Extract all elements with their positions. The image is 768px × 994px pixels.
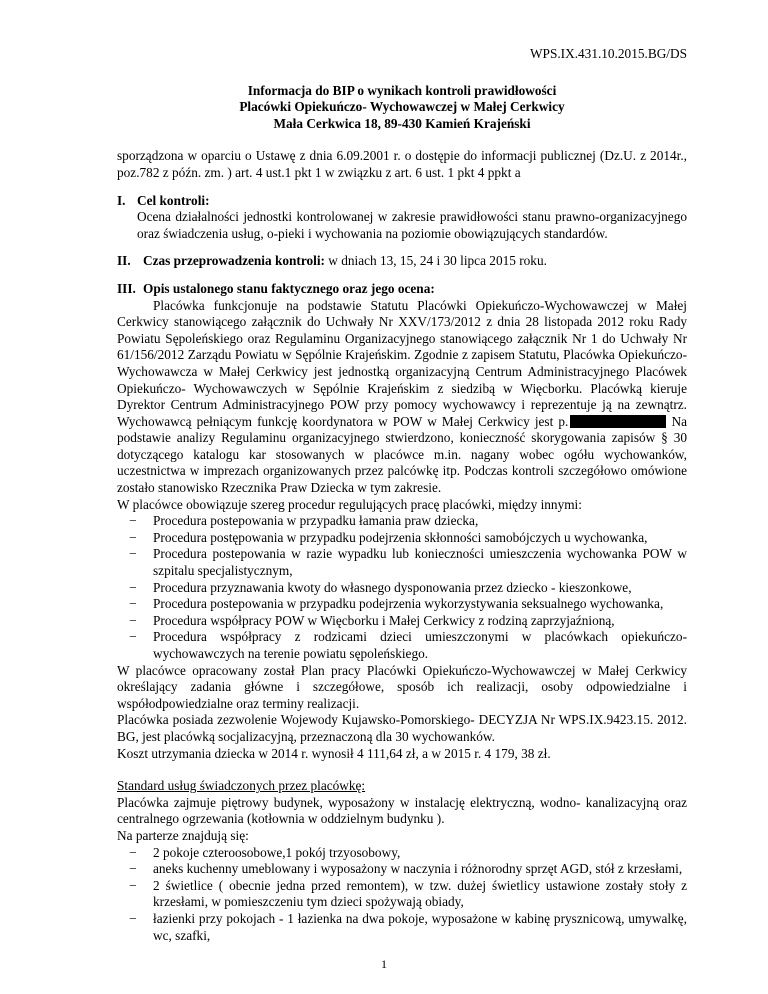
section-description: [117, 281, 687, 944]
list-item: − Procedura postępowania w przypadku podejrzenia skłonności samobójczych u wychowanka,: [117, 530, 687, 547]
cost-paragraph: Koszt utrzymania dziecka w 2014 r. wynosił 4 111,64 zł, a w 2015 r. 4 179, 38 zł.: [117, 745, 551, 761]
redaction-bar: [570, 415, 666, 428]
title-line: Mała Cerkwica 18, 89-430 Kamień Krajeński: [273, 115, 531, 131]
list-item: − Procedura przyznawania kwoty do własnego dysponowania przez dziecko - kieszonkowe,: [117, 580, 687, 597]
intro-paragraph: sporządzona w oparciu o Ustawę z dnia 6.09.2001 r. o dostępie do informacji publicznej (Dz.U. z 2014r., poz.782 z późn. zm. ) art. 4 ust.1 pkt 1 w związku z art. 6 ust. 1 pkt 4 ppkt a: [117, 148, 687, 180]
list-item: − Procedura postepowania w razie wypadku lub konieczności umieszczenia wychowanka POW w szpitalu specjalistycznym,: [117, 546, 687, 579]
page-number: 1: [381, 957, 387, 971]
document-title: [117, 83, 687, 133]
description-paragraph: Placówka funkcjonuje na podstawie Statutu Placówki Opiekuńczo-Wychowawczej w Małej Cerkwicy stanowiącego załącznik do Uchwały Nr XXV/173/2012 z dnia 28 listopada 2012 roku Rady Powiatu Sępoleńskiego oraz Regulaminu Organizacyjnego stanowiącego załącznik Nr 1 do Uchwały Nr 61/156/2012 Zarządu Powiatu w Sępólnie Krajeńskim. Zgodnie z zapisem Statutu, Placówka Opiekuńczo-Wychowawcza w Małej Cerkwicy jest jednostką organizacyjną Centrum Administracyjnego Placówek Opiekuńczo- Wychowawczych w Sępólnie Krajeńskim z siedzibą w Więcborku. Placówką kieruje Dyrektor Centrum Administracyjnego POW przy pomocy wychowawcy i reprezentuje ją na zewnątrz. Wychowawcą pełniącym funkcję koordynatora w POW w Małej Cerkwicy jest p. Na podstawie analizy Regulaminu organizacyjnego stwierdzono, konieczność skorygowania zapisów § 30 dotyczącego katalogu kar stosowanych w placówce m.in. nagany wobec ogółu wychowanków, uczestnictwa w imprezach organizowanych przez palcówkę itp. Podczas kontroli szczegółowo omówione zostało stanowisko Rzecznika Praw Dziecka w tym zakresie.: [117, 297, 687, 496]
section-number: I.: [117, 192, 126, 208]
ground-floor-list: [117, 845, 687, 945]
section-number: III.: [117, 280, 136, 296]
permit-paragraph: Placówka posiada zezwolenie Wojewody Kujawsko-Pomorskiego- DECYZJA Nr WPS.IX.9423.15. 2012. BG, jest placówką socjalizacyjną, przeznaczoną dla 30 wychowanków.: [117, 712, 687, 744]
list-item: − aneks kuchenny umeblowany i wyposażony w naczynia i różnorodny sprzęt AGD, stół z krzesłami,: [117, 861, 687, 878]
procedures-list: [117, 513, 687, 662]
section-title: Cel kontroli:: [137, 192, 210, 208]
section-body: Ocena działalności jednostki kontrolowanej w zakresie prawidłowości stanu prawno-organizacyjnego oraz świadczenia usług, o-pieki i wychowania na poziomie obowiązujących standardów.: [137, 209, 687, 241]
ground-floor-intro: Na parterze znajdują się:: [117, 827, 249, 843]
procedures-intro: W placówce obowiązuje szereg procedur regulujących pracę placówki, między innymi:: [117, 496, 582, 512]
section-goal: [117, 193, 687, 243]
section-body: w dniach 13, 15, 24 i 30 lipca 2015 roku.: [328, 253, 547, 269]
plan-paragraph: W placówce opracowany został Plan pracy Placówki Opiekuńczo-Wychowawczej w Małej Cerkwicy określający zadania główne i szczegółowe, sposób ich realizacji, osoby odpowiedzialne i współodpowiedzialne oraz terminy realizacji.: [117, 662, 687, 711]
list-item: − Procedura postepowania w przypadku podejrzenia wykorzystywania seksualnego wychowanka,: [117, 596, 687, 613]
document-reference: WPS.IX.431.10.2015.BG/DS: [530, 46, 687, 61]
section-number: II.: [117, 253, 131, 269]
title-line: Informacja do BIP o wynikach kontroli prawidłowości: [247, 82, 557, 98]
document-page: [117, 0, 687, 944]
section-title: Czas przeprowadzenia kontroli:: [143, 253, 325, 269]
list-item: − łazienki przy pokojach - 1 łazienka na dwa pokoje, wyposażone w kabinę prysznicową, umywalkę, wc, szafki,: [117, 911, 687, 944]
standard-heading: Standard usług świadczonych przez placówkę:: [117, 778, 366, 794]
list-item: − Procedura postepowania w przypadku łamania praw dziecka,: [117, 513, 687, 530]
title-line: Placówki Opiekuńczo- Wychowawczej w Małej Cerkwicy: [239, 99, 565, 115]
list-item: − Procedura współpracy POW w Więcborku i Małej Cerkwicy z rodziną zaprzyjaźnioną,: [117, 613, 687, 630]
list-item: − 2 pokoje czteroosobowe,1 pokój trzyosobowy,: [117, 845, 687, 862]
list-item: − Procedura współpracy z rodzicami dzieci umieszczonymi w placówkach opiekuńczo-wychowawczych na terenie powiatu sępoleńskiego.: [117, 629, 687, 662]
building-paragraph: Placówka zajmuje piętrowy budynek, wyposażony w instalację elektryczną, wodno- kanalizacyjną oraz centralnego ogrzewania (kotłownia w oddzielnym budynku ).: [117, 794, 687, 827]
section-title: Opis ustalonego stanu faktycznego oraz jego ocena:: [143, 280, 435, 296]
list-item: − 2 świetlice ( obecnie jedna przed remontem), w tzw. dużej świetlicy ustawione zostały stoły z krzesłami, w pomieszczeniu tym dzieci spożywają obiady,: [117, 878, 687, 911]
section-time: [117, 253, 687, 270]
